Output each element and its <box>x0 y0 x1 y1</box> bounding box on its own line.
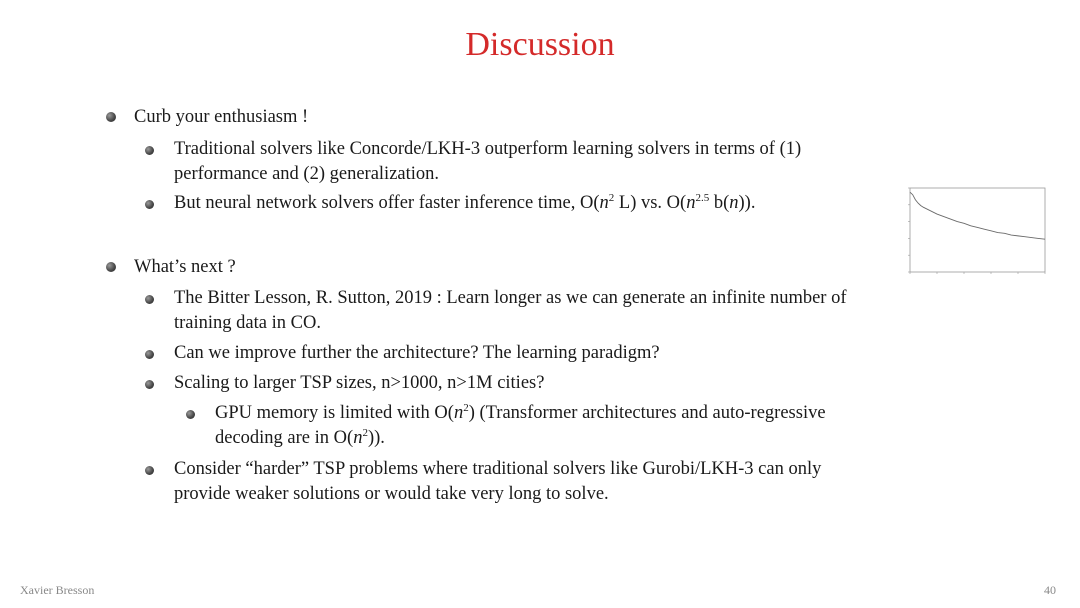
bullet-icon <box>145 295 154 304</box>
bullet-whats-next: What’s next ? <box>134 257 236 277</box>
plot-layer <box>908 188 1045 274</box>
bullet-gpu-memory-line1 <box>215 401 995 426</box>
bullet-bitter-lesson-line1: The Bitter Lesson, R. Sutton, 2019 : Learn longer as we can generate an infinite number of <box>174 288 847 308</box>
math-variable: n <box>686 193 696 213</box>
bullet-icon <box>145 380 154 389</box>
bullet-gpu-memory-line2 <box>215 426 995 451</box>
math-exponent: 2 <box>463 401 469 414</box>
series-line <box>910 192 1045 239</box>
bullet-traditional-solvers-line1: Traditional solvers like Concorde/LKH-3 outperform learning solvers in terms of (1) <box>174 139 802 159</box>
text-segment: ) (Transformer architectures and auto-regressive <box>468 403 826 423</box>
bullet-harder-tsp-line1: Consider “harder” TSP problems where traditional solvers like Gurobi/LKH-3 can only <box>174 459 822 479</box>
math-exponent: 2.5 <box>695 191 710 204</box>
bullet-icon <box>145 200 154 209</box>
bullet-icon <box>106 262 116 272</box>
math-variable: n <box>599 193 609 213</box>
bullet-icon <box>186 410 195 419</box>
text-segment: )). <box>367 428 385 448</box>
bullet-curb-enthusiasm: Curb your enthusiasm ! <box>134 107 309 127</box>
bullet-harder-tsp-line2: provide weaker solutions or would take very long to solve. <box>174 484 609 504</box>
math-exponent: 2 <box>362 426 368 439</box>
text-segment: )). <box>738 193 756 213</box>
text-segment: decoding are in O( <box>215 428 354 448</box>
bullet-bitter-lesson <box>174 286 1014 336</box>
bullet-icon <box>106 112 116 122</box>
footer-page-number: 40 <box>1044 583 1056 597</box>
bullet-scaling-tsp: Scaling to larger TSP sizes, n>1000, n>1M cities? <box>174 373 545 393</box>
bullet-icon <box>145 466 154 475</box>
math-variable: n <box>353 428 363 448</box>
bullet-traditional-solvers-line2: performance and (2) generalization. <box>174 164 440 184</box>
learning-curve-chart <box>900 180 1050 280</box>
bullet-traditional-solvers <box>174 137 934 187</box>
bullet-harder-tsp <box>174 457 994 507</box>
slide-title: Discussion <box>465 26 615 63</box>
bullet-icon <box>145 146 154 155</box>
text-segment: L) vs. O( <box>614 193 687 213</box>
math-variable: n <box>729 193 739 213</box>
text-segment: But neural network solvers offer faster inference time, O( <box>174 193 600 213</box>
bullet-bitter-lesson-line2: training data in CO. <box>174 313 321 333</box>
text-segment: b( <box>709 193 730 213</box>
footer-author: Xavier Bresson <box>20 583 95 597</box>
bullet-improve-architecture: Can we improve further the architecture? The learning paradigm? <box>174 343 660 363</box>
math-exponent: 2 <box>608 191 615 204</box>
bullet-icon <box>145 350 154 359</box>
math-variable: n <box>453 403 464 423</box>
bullet-neural-inference <box>174 191 894 216</box>
bullet-gpu-memory <box>215 401 995 451</box>
text-segment: GPU memory is limited with O( <box>215 403 454 423</box>
plot-frame <box>910 188 1045 272</box>
